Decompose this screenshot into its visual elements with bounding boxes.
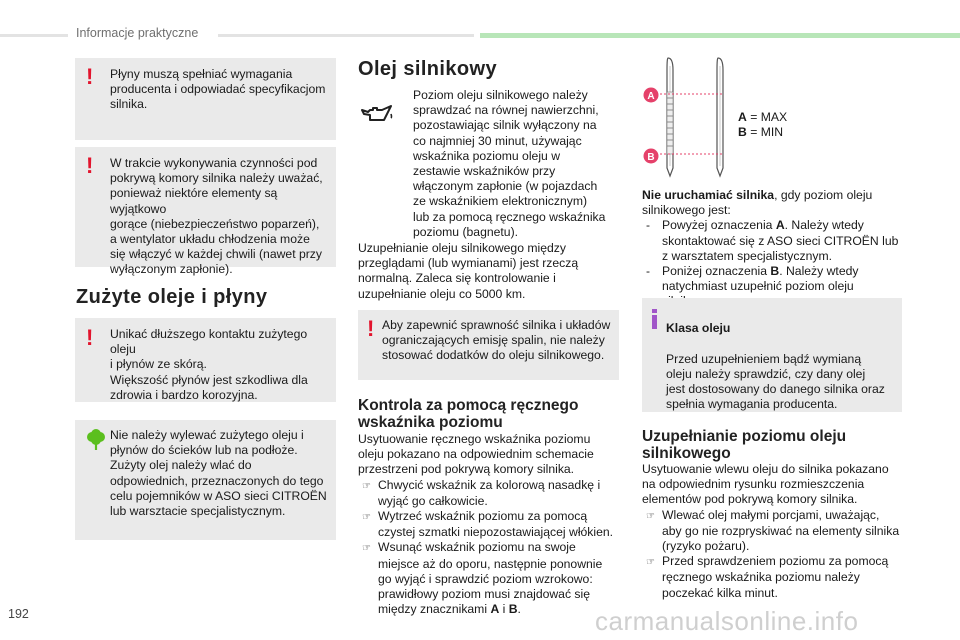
bullet-arrow-icon: ☞: [362, 480, 371, 492]
oil-can-icon: [360, 104, 394, 128]
list-item-cont: z warsztatem specjalistycznym.: [662, 248, 832, 263]
list-item: ☞ Przed sprawdzeniem poziomu za pomocą: [642, 554, 912, 570]
list-item-cont: skontaktować się z ASO sieci CITROËN lub: [662, 233, 899, 248]
heading-engine-oil: Olej silnikowy: [358, 58, 497, 80]
header-rule-mid: [218, 34, 474, 37]
dipstick-illustration: [640, 56, 730, 186]
header-rule-left: [0, 34, 68, 37]
engine-oil-topup-note: Uzupełnianie oleju silnikowego między przeglądami (lub wymianami) jest rzeczą normalną. Zaleca się kontrolowanie i uzupełnianie oleju co 5000 km.: [358, 241, 579, 301]
engine-oil-intro: Poziom oleju silnikowego należy sprawdzać na równej nawierzchni, pozostawiając silnik wyłączony na co najmniej 30 minut, używając wskaźnika poziomu oleju w zestawie wskaźników przy włączonym zapłonie (w pojazdach ze wskaźnikiem elektronicznym) lub za pomocą ręcznego wskaźnika poziomu (bagnetu).: [413, 88, 606, 239]
oil-topup-intro: Usytuowanie wlewu oleju do silnika pokazano na odpowiednim rysunku rozmieszczenia elementów pod pokrywą komory silnika.: [642, 462, 889, 507]
list-item: ☞ Wytrzeć wskaźnik poziomu za pomocą: [358, 509, 620, 525]
dipstick-legend: A = MAX B = MIN: [738, 110, 788, 140]
marker-b-badge: [643, 148, 659, 164]
warning-text-additives: Aby zapewnić sprawność silnika i układów ograniczających emisję spalin, nie należy stosować dodatków do oleju silnikowego.: [382, 318, 611, 363]
bullet-arrow-icon: ☞: [646, 510, 655, 522]
heading-manual-dipstick: Kontrola za pomocą ręcznego wskaźnika poziomu: [358, 397, 579, 431]
info-text-oil-grade: Klasa oleju Przed uzupełnieniem bądź wymianą oleju należy sprawdzić, czy dany olej jest dostosowany do danego silnika oraz spełnia wymagania producenta.: [666, 321, 885, 412]
info-box-oil-grade: [642, 298, 902, 412]
header-accent-bar: [480, 33, 960, 38]
list-item: ☞ Wlewać olej małymi porcjami, uważając,: [642, 508, 912, 524]
bullet-arrow-icon: ☞: [362, 512, 371, 524]
info-title: Klasa oleju: [666, 321, 731, 336]
oil-topup-instructions: [642, 462, 912, 601]
list-item-cont: poczekać kilka minut.: [662, 585, 778, 600]
page-number: 192: [8, 607, 29, 621]
info-icon: [652, 309, 657, 329]
marker-a-label: A: [647, 91, 655, 102]
warning-icon: !: [86, 325, 94, 350]
eco-leaf-icon: [85, 429, 107, 451]
warning-box-fluids: [75, 58, 336, 140]
warning-icon: !: [86, 64, 94, 89]
engine-start-warning: Nie uruchamiać silnika, gdy poziom oleju silnikowego jest: - Powyżej oznaczenia A. Należy wtedy skontaktować się z ASO sieci CITROËN lub z warsztatem specjalistycznym. - Poniżej oznaczenia B. Należy wtedy natychmiast uzupełnić poziom oleju: [642, 188, 912, 310]
warning-text-skin-contact: Unikać dłuższego kontaktu zużytego oleju i płynów ze skórą. Większość płynów jest szkodliwa dla zdrowia i bardzo korozyjna.: [110, 327, 308, 402]
manual-dipstick-intro: Usytuowanie ręcznego wskaźnika poziomu oleju pokazano na odpowiednim schemacie przestrzeni pod pokrywą komory silnika.: [358, 432, 594, 477]
list-item-cont: między znacznikami A i B.: [378, 602, 521, 617]
marker-b-label: B: [647, 152, 655, 163]
manual-dipstick-instructions: [358, 432, 620, 617]
list-item-cont: czystej szmatki niepozostawiającej włókien.: [378, 525, 614, 540]
list-item-cont: (ryzyko pożaru).: [662, 539, 750, 554]
list-item-cont: natychmiast uzupełnić poziom oleju: [662, 279, 854, 294]
list-item-cont: miejsce aż do oporu, następnie ponownie: [378, 556, 603, 571]
warning-box-skin-contact: [75, 318, 336, 402]
warning-text-hot-parts: W trakcie wykonywania czynności pod pokrywą komory silnika należy uważać, ponieważ niektóre elementy są wyjątkowo gorące (niebezpieczeństwo poparzeń), a wentylator układu chłodzenia może się włączyć w każdej chwili (nawet przy wyłączonym zapłonie).: [110, 156, 323, 277]
list-item: ☞ Chwycić wskaźnik za kolorową nasadkę i: [358, 478, 620, 494]
warning-text-fluids: Płyny muszą spełniać wymagania producenta i odpowiadać specyfikacjom silnika.: [110, 67, 326, 112]
section-title: Informacje praktyczne: [76, 26, 199, 40]
list-item-cont: wyjąć go całkowicie.: [378, 493, 488, 508]
watermark: carmanualsonline.info: [595, 606, 859, 636]
heading-oil-topup: Uzupełnianie poziomu oleju silnikowego: [642, 428, 847, 462]
eco-text-disposal: Nie należy wylewać zużytego oleju i płynów do ścieków lub na podłoże. Zużyty olej należy wlać do odpowiednich, przeznaczonych do tego celu pojemników w ASO sieci CITROËN lub warsztacie specjalistycznym.: [110, 428, 327, 519]
warning-icon: !: [86, 153, 94, 178]
list-item: ☞ Wsunąć wskaźnik poziomu na swoje: [358, 540, 620, 556]
bullet-arrow-icon: ☞: [646, 557, 655, 569]
list-item: - Poniżej oznaczenia B. Należy wtedy: [646, 264, 859, 279]
warning-icon: !: [367, 316, 375, 341]
eco-box-disposal: [75, 420, 336, 540]
list-item-cont: go wyjąć i sprawdzić poziom wzrokowo:: [378, 571, 593, 586]
list-item-cont: ręcznego wskaźnika poziomu należy: [662, 570, 860, 585]
list-item-cont: aby go nie rozpryskiwać na elementy silnika: [662, 523, 900, 538]
warning-box-additives: [358, 310, 619, 380]
list-item: - Powyżej oznaczenia A. Należy wtedy: [646, 218, 864, 233]
warning-box-hot-parts: [75, 147, 336, 277]
list-item-cont: prawidłowy poziom musi znajdować się: [378, 587, 591, 602]
heading-used-oils: Zużyte oleje i płyny: [76, 286, 268, 308]
marker-a-badge: [643, 87, 659, 103]
bullet-arrow-icon: ☞: [362, 543, 371, 555]
